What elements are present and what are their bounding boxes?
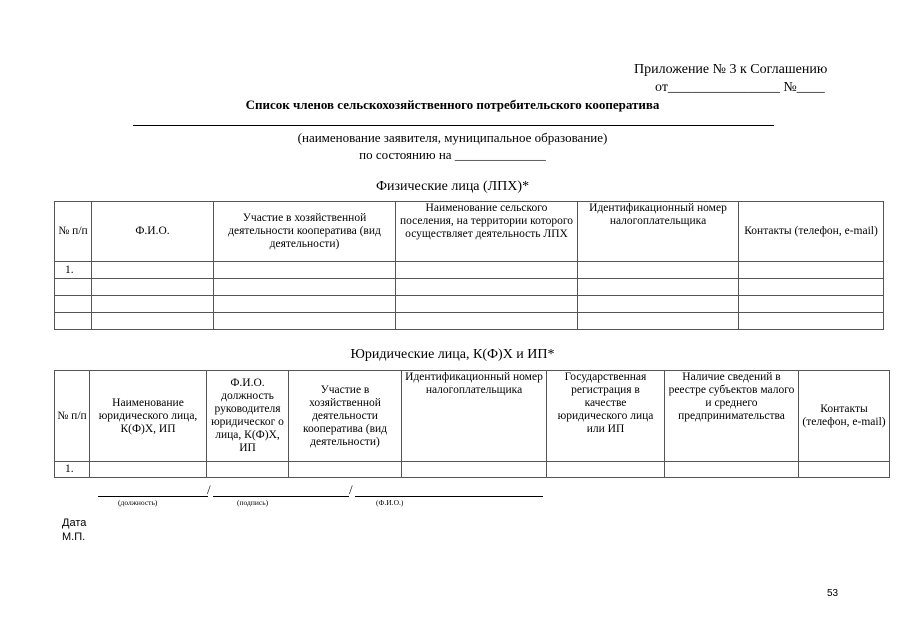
column-header: Государственная регистрация в качестве юридического лица или ИП: [547, 371, 665, 462]
column-header: Наличие сведений в реестре субъектов малого и среднего предпринимательства: [665, 371, 799, 462]
column-header: Наименование сельского поселения, на территории которого осуществляет деятельность ЛПХ: [396, 202, 578, 262]
column-header: № п/п: [55, 371, 90, 462]
signature-line: [213, 496, 349, 497]
column-header: Наименование юридического лица, К(Ф)Х, ИП: [90, 371, 207, 462]
seal-label: М.П.: [62, 531, 86, 543]
table-cell: [665, 462, 799, 478]
table-cell: [92, 313, 214, 330]
table-cell: [214, 296, 396, 313]
table-row: [55, 313, 884, 330]
name-line: [355, 496, 543, 497]
row-number: 1.: [55, 262, 92, 279]
table-cell: [214, 262, 396, 279]
table-cell: [799, 462, 890, 478]
table-cell: [396, 313, 578, 330]
table-header-row: [55, 371, 890, 462]
table-header-row: [55, 202, 884, 262]
table-cell: [214, 313, 396, 330]
legal-entities-table: [54, 370, 890, 478]
table-row: [55, 262, 884, 279]
table-cell: [90, 462, 207, 478]
column-header: Контакты (телефон, e-mail): [799, 371, 890, 462]
date-number-line: от________________ №____: [655, 80, 825, 95]
column-header: № п/п: [55, 202, 92, 262]
individuals-table: [54, 201, 884, 330]
table-cell: [214, 279, 396, 296]
table-row: [55, 462, 890, 478]
column-header: Участие в хозяйственной деятельности кооператива (вид деятельности): [289, 371, 402, 462]
table-cell: [55, 296, 92, 313]
table-cell: [739, 279, 884, 296]
position-line: [98, 496, 208, 497]
column-header: Ф.И.О. должность руководителя юридическог о лица, К(Ф)Х, ИП: [207, 371, 289, 462]
table-cell: [578, 279, 739, 296]
legal-entities-heading: Юридические лица, К(Ф)Х и ИП*: [350, 347, 555, 362]
table-cell: [578, 262, 739, 279]
signature-separator: /: [349, 482, 353, 497]
table-cell: [547, 462, 665, 478]
table-cell: [289, 462, 402, 478]
table-cell: [739, 313, 884, 330]
row-number: 1.: [55, 462, 90, 478]
table-cell: [578, 313, 739, 330]
column-header: Идентификационный номер налогоплательщика: [578, 202, 739, 262]
table-cell: [578, 296, 739, 313]
name-caption: (Ф.И.О.): [376, 498, 404, 507]
table-cell: [402, 462, 547, 478]
table-cell: [92, 262, 214, 279]
table-cell: [92, 296, 214, 313]
as-of-date-line: по состоянию на ______________: [359, 147, 546, 162]
table-row: [55, 279, 884, 296]
date-label: Дата: [62, 517, 87, 529]
column-header: Ф.И.О.: [92, 202, 214, 262]
table-cell: [55, 313, 92, 330]
table-cell: [396, 279, 578, 296]
table-cell: [92, 279, 214, 296]
table-cell: [739, 296, 884, 313]
table-cell: [55, 279, 92, 296]
table-cell: [207, 462, 289, 478]
table-row: [55, 296, 884, 313]
individuals-heading: Физические лица (ЛПХ)*: [375, 179, 530, 194]
applicant-name-line: [133, 125, 774, 126]
column-header: Идентификационный номер налогоплательщика: [402, 371, 547, 462]
table-cell: [396, 296, 578, 313]
table-cell: [396, 262, 578, 279]
signature-separator: /: [207, 482, 211, 497]
position-caption: (должность): [118, 498, 158, 507]
column-header: Участие в хозяйственной деятельности кооператива (вид деятельности): [214, 202, 396, 262]
document-title: Список членов сельскохозяйственного потребительского кооператива: [245, 97, 660, 112]
page-number: 53: [827, 588, 839, 599]
column-header: Контакты (телефон, e-mail): [739, 202, 884, 262]
applicant-caption: (наименование заявителя, муниципальное образование): [297, 130, 608, 145]
appendix-line: Приложение № 3 к Соглашению: [634, 62, 828, 77]
table-cell: [739, 262, 884, 279]
signature-caption: (подпись): [237, 498, 269, 507]
